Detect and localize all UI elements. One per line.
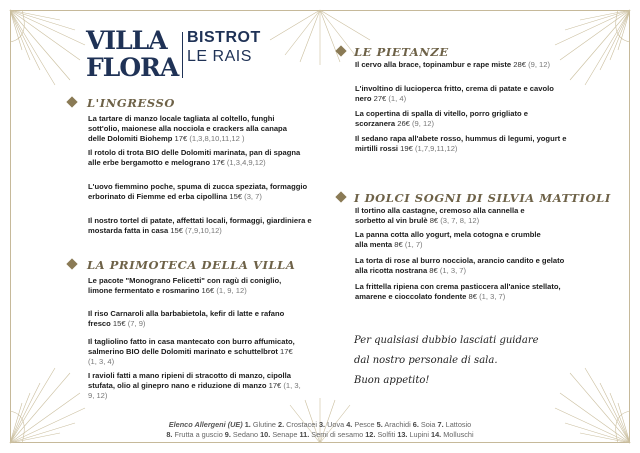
dish-allergens: (7, 9) (127, 319, 146, 329)
dish-allergens: (1, 3, 7) (439, 266, 467, 276)
dish-price: 8€ (468, 292, 477, 302)
menu-item (88, 276, 303, 296)
dish-allergens: (3, 7, 8, 12) (440, 216, 480, 226)
closing-note (354, 331, 594, 391)
allergen-entry: 3. Uova (319, 420, 345, 429)
allergen-entry: 7. Lattosio (437, 420, 472, 429)
allergen-entry: 12. Solfiti (365, 430, 396, 439)
menu-item (355, 256, 565, 276)
dish-allergens: (1,3,8,10,11,12 ) (189, 134, 245, 144)
dish-description: I ravioli fatti a mano ripieni di stracotto di manzo, cipolla stufata, olio al ginepro nano e riduzione di manzo (88, 371, 291, 391)
menu-item (355, 282, 575, 302)
allergen-legend (100, 420, 540, 440)
section-title-dolci: I DOLCI SOGNI DI SILVIA MATTIOLI (354, 191, 611, 205)
dish-allergens: (9, 12) (412, 119, 434, 129)
dish-price: 27€ (373, 94, 387, 104)
dish-description: Il cervo alla brace, topinambur e rape miste (355, 60, 512, 69)
allergen-entry: 1. Glutine (244, 420, 276, 429)
dish-allergens: (9, 12) (528, 60, 551, 69)
allergen-entry: 11. Semi di sesamo (299, 430, 364, 439)
menu-item (88, 216, 313, 236)
dish-price: 17€ (268, 381, 282, 391)
dish-price: 15€ (229, 192, 243, 202)
menu-item (355, 134, 570, 154)
dish-description: Il rotolo di trota BIO delle Dolomiti marinata, pan di spagna alle erbe bergamotto e melograno (88, 148, 301, 168)
menu-item (355, 230, 545, 250)
dish-allergens: (1,3,4,9,12) (226, 158, 266, 168)
closing-line: Buon appetito! (354, 375, 430, 386)
menu-item (88, 371, 308, 402)
dish-price: 8€ (429, 216, 439, 226)
dish-allergens: (1, 4) (388, 94, 407, 104)
allergen-entry: 6. Soia (412, 420, 436, 429)
section-title-pietanze: LE PIETANZE (354, 45, 449, 59)
allergen-legend-title: Elenco Allergeni (UE) (168, 420, 243, 429)
dish-price: 8€ (429, 266, 438, 276)
closing-line: dal nostro personale di sala. (354, 355, 498, 366)
dish-allergens: (1, 7) (404, 240, 423, 250)
allergen-entry: 4. Pesce (346, 420, 375, 429)
allergen-entry: 2. Crostacei (278, 420, 317, 429)
dish-description: Il sedano rapa all'abete rosso, hummus di legumi, yogurt e mirtilli rossi (355, 134, 567, 154)
dish-price: 15€ (170, 226, 183, 236)
dish-description: Il nostro tortel di patate, affettati locali, formaggi, giardiniera e mostarda fatta in casa (88, 216, 312, 236)
logo-flora-text: FLORA (86, 53, 179, 82)
allergen-entry: 9. Sedano (224, 430, 259, 439)
logo-bistrot-text: BISTROT (187, 29, 261, 46)
allergen-entry: 8. Frutta a guscio (166, 430, 223, 439)
logo-lerais-text: LE RAIS (187, 48, 252, 65)
allergen-entry: 14. Molluschi (431, 430, 474, 439)
dish-price: 17€ (280, 347, 293, 357)
menu-item (88, 309, 303, 329)
sunburst-top-right (555, 10, 630, 85)
brand-logo (86, 28, 286, 84)
dish-price: 16€ (201, 286, 215, 296)
menu-item (355, 84, 560, 104)
dish-allergens: (1,7,9,11,12) (414, 144, 458, 154)
dish-description: La tartare di manzo locale tagliata al coltello, funghi sott'olio, maionese alla nocciola e crackers alla canapa delle Dolomiti Biohemp (88, 114, 287, 144)
menu-item (355, 206, 555, 226)
dish-description: Il tortino alla castagne, cremoso alla cannella e sorbetto al vin brulè (355, 206, 525, 226)
menu-item (88, 182, 313, 202)
sunburst-bottom-left (10, 368, 85, 443)
dish-allergens: (1, 3, 9, 12) (88, 381, 301, 401)
dish-description: Il tagliolino fatto in casa mantecato con burro affumicato, salmerino BIO delle Dolomiti marinato e schuttelbrot (88, 337, 295, 357)
dish-allergens: (1, 3, 7) (479, 292, 506, 302)
dish-price: 17€ (212, 158, 225, 168)
dish-price: 8€ (394, 240, 403, 250)
dish-description: La torta di rose al burro nocciola, arancio candito e gelato alla ricotta nostrana (355, 256, 565, 276)
logo-divider (182, 32, 183, 78)
dish-price: 26€ (397, 119, 410, 129)
menu-item (88, 114, 303, 145)
dish-description: La copertina di spalla di vitello, porro grigliato e scorzanera (355, 109, 528, 129)
dish-price: 28€ (513, 60, 526, 69)
dish-price: 19€ (400, 144, 413, 154)
dish-allergens: (3, 7) (244, 192, 262, 202)
menu-item (88, 337, 303, 368)
dish-description: La panna cotta allo yogurt, mela cotogna e crumble alla menta (355, 230, 541, 250)
dish-description: L'uovo fiemmino poche, spuma di zucca speziata, formaggio erborinato di Fiemme ed erba cipollina (88, 182, 308, 202)
sunburst-top-left (10, 10, 85, 85)
dish-price: 17€ (174, 134, 188, 144)
section-title-ingresso: L'INGRESSO (87, 96, 176, 110)
dish-allergens: (1, 3, 4) (88, 357, 115, 367)
dish-description: L'involtino di lucioperca fritto, crema di patate e cavolo nero (355, 84, 554, 104)
section-title-primoteca: LA PRIMOTECA DELLA VILLA (87, 258, 296, 272)
dish-price: 15€ (112, 319, 126, 329)
allergen-entry: 13. Lupini (397, 430, 429, 439)
dish-description: Il riso Carnaroli alla barbabietola, kefir di latte e rafano fresco (88, 309, 285, 329)
dish-description: Le pacote "Monograno Felicetti" con ragù di coniglio, limone fermentato e rosmarino (88, 276, 282, 296)
closing-line: Per qualsiasi dubbio lasciati guidare (354, 335, 539, 346)
allergen-entry: 10. Senape (260, 430, 298, 439)
allergen-entry: 5. Arachidi (376, 420, 411, 429)
menu-item (88, 148, 303, 168)
dish-allergens: (7,9,10,12) (185, 226, 222, 236)
menu-item (355, 109, 560, 129)
menu-item (355, 60, 570, 70)
dish-description: La frittella ripiena con crema pasticcera all'anice stellato, amarene e cioccolato fondente (355, 282, 561, 302)
dish-allergens: (1, 9, 12) (216, 286, 247, 296)
logo-villa-text: VILLA (86, 26, 167, 55)
